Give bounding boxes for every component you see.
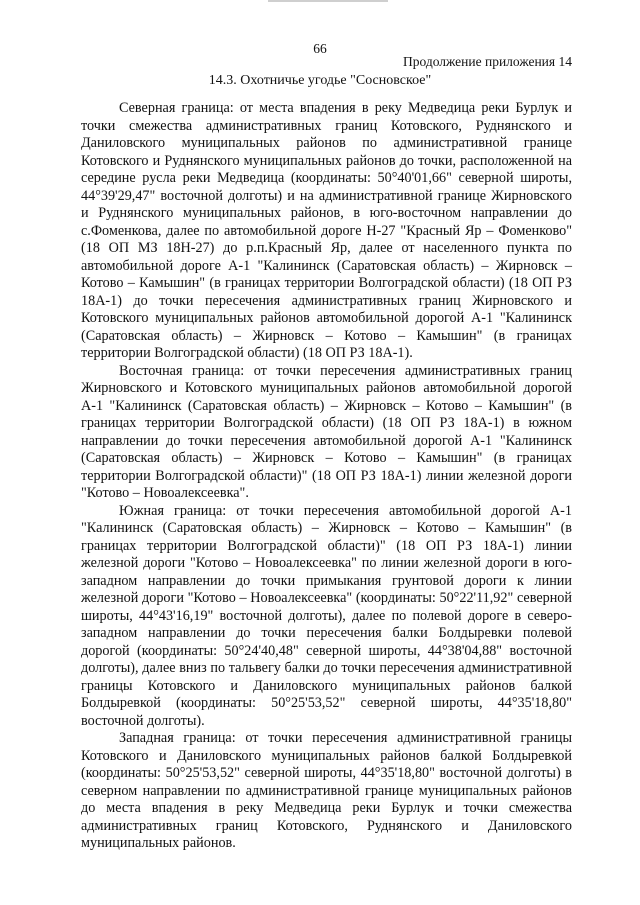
paragraph-northern-boundary: Северная граница: от места впадения в реку Медведица реки Бурлук и точки смежества административных границ Котовского, Руднянского и Даниловского муниципальных районов по административной границе Котовского и Руднянского муниципальных районов до точки, расположенной на середине русла реки Медведица (координаты: 50°40'01,66" северной широты, 44°39'29,47" восточной долготы) и на административной границе Жирновского и Руднянского муниципальных районов, в юго-восточном направлении до с.Фоменкова, далее по автомобильной дороге Н-27 "Красный Яр – Фоменково" (18 ОП МЗ 18Н-27) до р.п.Красный Яр, далее от населенного пункта по автомобильной дороге А-1 "Калининск (Саратовская область) – Жирновск – Котово – Камышин" (в границах территории Волгоградской области) (18 ОП РЗ 18А-1) до точки пересечения административных границ Жирновского и Котовского муниципальных районов автомобильной дорогой А-1 "Калининск (Саратовская область) – Жирновск – Котово – Камышин" (в границах территории Волгоградской области) (18 ОП РЗ 18А-1). (81, 100, 572, 361)
paragraph-western-boundary: Западная граница: от точки пересечения административной границы Котовского и Даниловского муниципальных районов балкой Болдыревкой (координаты: 50°25'53,52" северной широты, 44°35'18,80" восточной долготы) в северном направлении по административной границе муниципальных районов до места впадения в реку Медведица реки Бурлук и точки смежества административных границ Котовского, Руднянского и Даниловского муниципальных районов. (81, 730, 572, 851)
document-body (81, 100, 572, 853)
page-number: 66 (313, 41, 327, 56)
scan-edge-line (268, 0, 388, 2)
paragraph-southern-boundary: Южная граница: от точки пересечения автомобильной дорогой А-1 "Калининск (Саратовская область) – Жирновск – Котово – Камышин" (в границах территории Волгоградской области)" (18 ОП РЗ 18А-1) линии железной дороги "Котово – Новоалексеевка" по линии железной дороги в юго-западном направлении до точки примыкания грунтовой дороги к линии железной дороги "Котово – Новоалексеевка" (координаты: 50°22'11,92" северной широты, 44°43'16,19" восточной долготы), далее по полевой дороге в северо-западном направлении до точки пересечения балки Болдыревки полевой дорогой (координаты: 50°24'40,48" северной широты, 44°38'04,88" восточной долготы), далее вниз по тальвегу балки до точки пересечения административной границы Котовского и Даниловского муниципальных районов балкой Болдыревкой (координаты: 50°25'53,52" северной широты, 44°35'18,80" восточной долготы). (81, 502, 572, 729)
paragraph-eastern-boundary: Восточная граница: от точки пересечения административных границ Жирновского и Котовского муниципальных районов автомобильной дорогой А-1 "Калининск (Саратовская область) – Жирновск – Котово – Камышин" (в границах территории Волгоградской области) (18 ОП РЗ 18А-1) в южном направлении до точки пересечения автомобильной дорогой А-1 "Калининск (Саратовская область) – Жирновск – Котово – Камышин" (в границах территории Волгоградской области)" (18 ОП РЗ 18А-1) линии железной дороги "Котово – Новоалексеевка". (81, 362, 572, 501)
appendix-continuation-label: Продолжение приложения 14 (402, 54, 572, 69)
section-title: 14.3. Охотничье угодье "Сосновское" (208, 73, 432, 88)
